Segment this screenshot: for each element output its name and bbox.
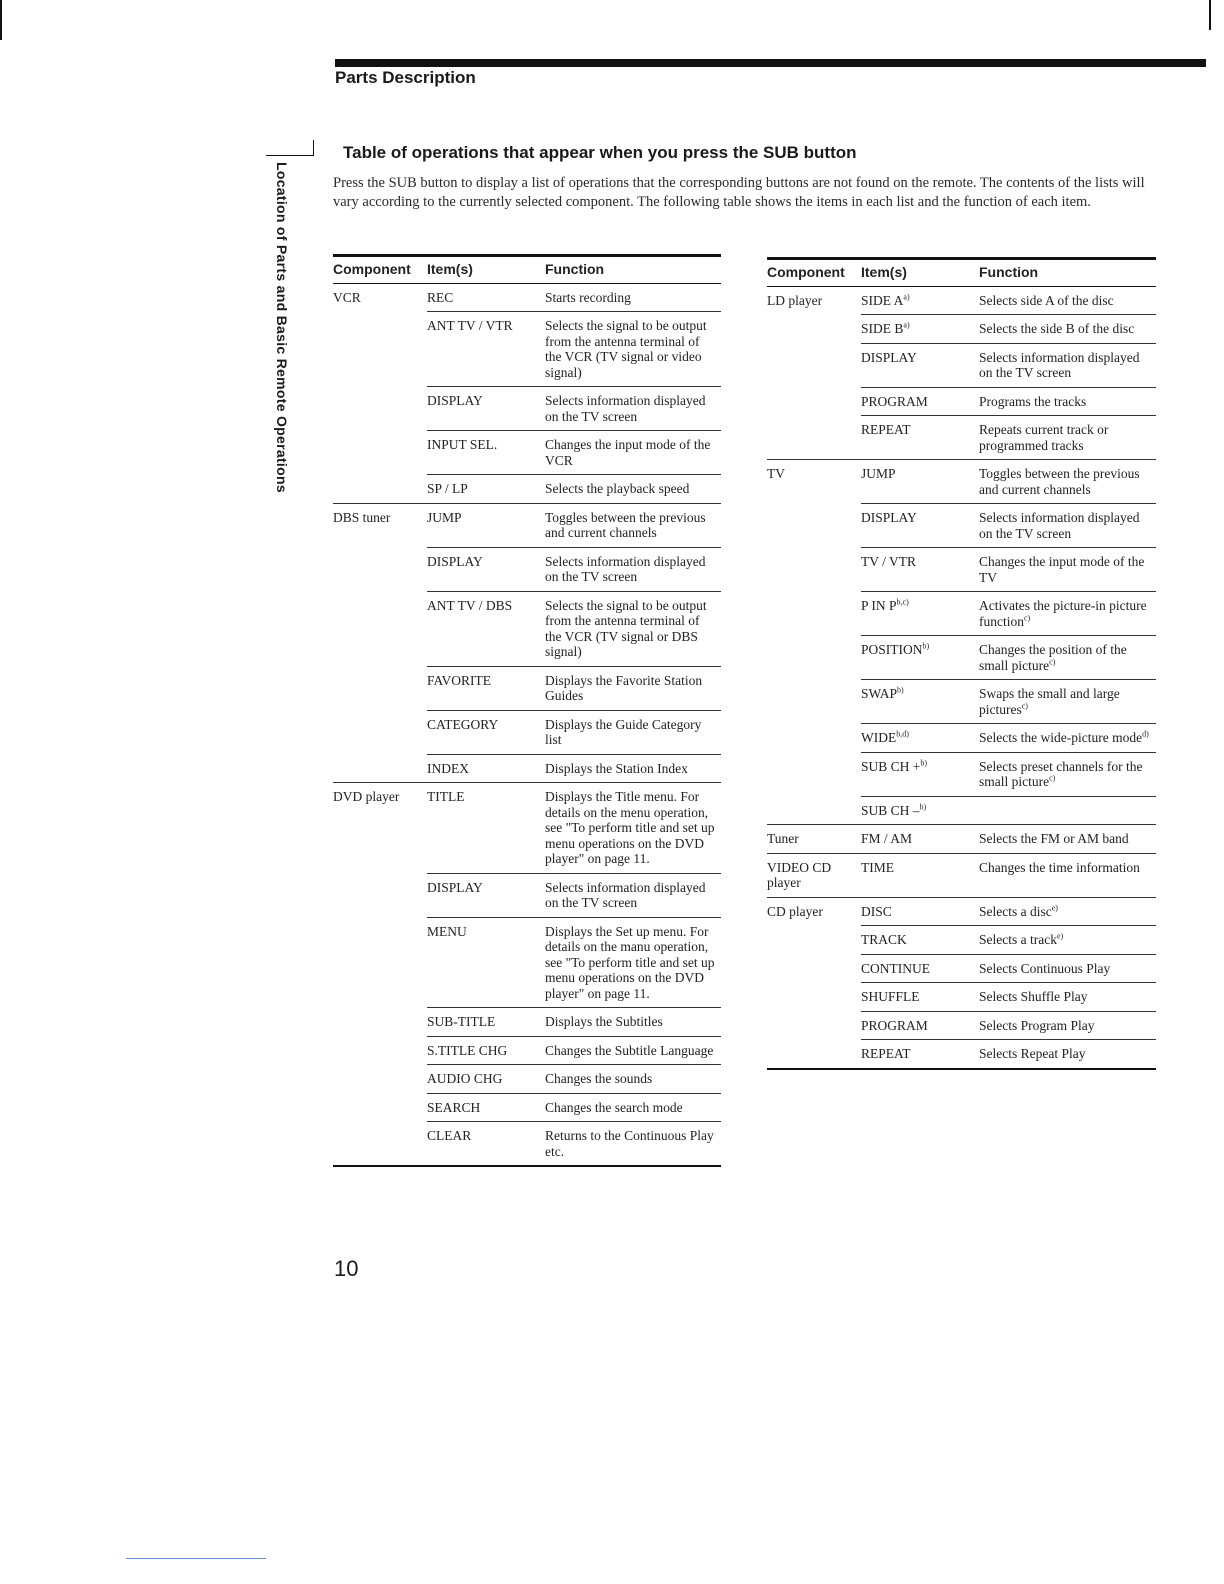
table-row <box>333 754 721 783</box>
item-cell <box>861 983 979 1012</box>
function-cell: Changes the input mode of the VCR <box>545 431 721 475</box>
function-text: Selects information displayed on the TV screen <box>979 510 1140 541</box>
item-cell <box>861 954 979 983</box>
function-cell <box>979 853 1156 897</box>
footnote-marker: b) <box>919 802 927 811</box>
function-cell: Returns to the Continuous Play etc. <box>545 1122 721 1167</box>
footnote-marker: c) <box>1021 701 1028 710</box>
table-row <box>767 315 1156 344</box>
table-row <box>767 1011 1156 1040</box>
component-cell <box>333 591 427 666</box>
component-cell <box>767 504 861 548</box>
table-row <box>767 853 1156 897</box>
item-cell <box>861 460 979 504</box>
item-label: DISPLAY <box>861 510 917 525</box>
function-text: Selects Shuffle Play <box>979 989 1088 1004</box>
table-row <box>333 1036 721 1065</box>
component-cell: VCR <box>333 289 361 305</box>
function-cell <box>979 796 1156 825</box>
side-tab-rule <box>313 140 314 156</box>
function-cell <box>979 680 1156 724</box>
item-cell: DISPLAY <box>427 547 545 591</box>
table-row <box>333 1093 721 1122</box>
table-row <box>767 1040 1156 1069</box>
function-cell: Selects information displayed on the TV screen <box>545 387 721 431</box>
item-label: POSITION <box>861 642 923 657</box>
item-cell: ANT TV / VTR <box>427 312 545 387</box>
table-row <box>767 343 1156 387</box>
component-cell <box>767 343 861 387</box>
item-label: REPEAT <box>861 1046 911 1061</box>
component-cell <box>333 710 427 754</box>
function-cell <box>979 387 1156 416</box>
item-label: SHUFFLE <box>861 989 920 1004</box>
table-row <box>767 504 1156 548</box>
footnote-marker: d) <box>1142 729 1149 739</box>
table-row <box>767 636 1156 680</box>
table-row <box>767 416 1156 460</box>
component-cell <box>767 796 861 825</box>
footnote-marker: b) <box>897 685 904 695</box>
item-cell: SP / LP <box>427 475 545 504</box>
function-text: Selects side A of the disc <box>979 292 1114 308</box>
column-header-items: Item(s) <box>427 256 545 284</box>
component-cell: TV <box>767 466 785 481</box>
item-cell <box>861 897 979 926</box>
table-row <box>767 983 1156 1012</box>
function-cell <box>979 954 1156 983</box>
item-cell: FAVORITE <box>427 666 545 710</box>
component-cell <box>767 592 861 636</box>
table-row <box>767 724 1156 753</box>
component-cell: DBS tuner <box>333 509 391 525</box>
item-label: PROGRAM <box>861 1017 928 1033</box>
function-cell <box>979 636 1156 680</box>
component-cell <box>333 917 427 1008</box>
table-row <box>767 286 1156 315</box>
footnote-marker: b,c) <box>896 597 909 607</box>
table-row <box>333 503 721 547</box>
item-label: SUB CH – <box>861 802 920 818</box>
component-cell: LD player <box>767 292 823 308</box>
function-text: Selects preset channels for the small picture <box>979 758 1143 789</box>
function-text: Repeats current track or programmed tracks <box>979 422 1109 453</box>
function-text: Toggles between the previous and current channels <box>979 466 1140 497</box>
crop-mark <box>0 0 2 40</box>
component-cell <box>767 416 861 460</box>
section-title: Parts Description <box>335 68 476 87</box>
item-cell <box>861 853 979 897</box>
table-row <box>333 283 721 312</box>
column-header-function: Function <box>545 256 721 284</box>
item-cell: MENU <box>427 917 545 1008</box>
table-row <box>333 591 721 666</box>
component-cell <box>767 724 861 753</box>
side-tab-rule <box>266 155 314 156</box>
item-label: JUMP <box>861 466 896 481</box>
table-heading: Table of operations that appear when you press the SUB button <box>343 143 857 162</box>
item-label: PROGRAM <box>861 393 928 409</box>
component-cell <box>767 983 861 1012</box>
item-cell <box>861 825 979 854</box>
item-cell: SUB-TITLE <box>427 1008 545 1037</box>
footnote-marker: c) <box>1049 657 1056 666</box>
item-cell <box>861 636 979 680</box>
function-cell: Selects information displayed on the TV screen <box>545 873 721 917</box>
function-cell: Displays the Title menu. For details on the menu operation, see "To perform title and set up menu operations on the DVD player" on page 11. <box>545 783 721 874</box>
function-text: Activates the picture-in picture function <box>979 598 1147 629</box>
function-text: Selects the FM or AM band <box>979 831 1129 846</box>
function-cell <box>979 460 1156 504</box>
footnote-marker: b,d) <box>896 729 909 739</box>
table-row <box>767 387 1156 416</box>
table-row <box>333 710 721 754</box>
component-cell <box>333 1008 427 1037</box>
function-cell: Changes the Subtitle Language <box>545 1036 721 1065</box>
table-header-row <box>767 259 1156 287</box>
crop-mark <box>1209 0 1211 30</box>
component-cell <box>767 680 861 724</box>
component-cell <box>767 1040 861 1069</box>
table-row <box>767 548 1156 592</box>
component-cell <box>767 548 861 592</box>
footnote-marker: c) <box>1049 773 1056 783</box>
function-cell <box>979 825 1156 854</box>
function-cell: Displays the Guide Category list <box>545 710 721 754</box>
table-row <box>767 897 1156 926</box>
item-cell <box>861 387 979 416</box>
component-cell: Tuner <box>767 825 861 854</box>
function-cell <box>979 416 1156 460</box>
function-text: Programs the tracks <box>979 393 1087 409</box>
function-cell: Displays the Set up menu. For details on the manu operation, see "To perform title and set up menu operations on the DVD player" on page 11. <box>545 917 721 1008</box>
item-cell <box>861 680 979 724</box>
item-cell <box>861 1011 979 1040</box>
item-label: FM / AM <box>861 831 913 846</box>
table-row <box>333 431 721 475</box>
item-label: SIDE A <box>861 292 904 308</box>
table-row <box>333 1065 721 1094</box>
function-cell <box>979 897 1156 926</box>
component-cell <box>333 873 427 917</box>
table-row <box>767 460 1156 504</box>
component-cell <box>333 1036 427 1065</box>
function-cell <box>979 1011 1156 1040</box>
component-cell <box>767 752 861 796</box>
function-cell <box>979 1040 1156 1069</box>
footnote-marker: e) <box>1056 931 1064 941</box>
table-row <box>333 783 721 874</box>
item-label: REPEAT <box>861 422 911 437</box>
item-cell <box>861 796 979 825</box>
function-cell <box>979 724 1156 753</box>
item-label: TRACK <box>861 932 907 947</box>
column-header-component: Component <box>333 256 427 284</box>
function-text: Changes the position of the small picture <box>979 642 1127 673</box>
component-cell <box>333 666 427 710</box>
table-row <box>767 592 1156 636</box>
function-text: Selects Repeat Play <box>979 1046 1086 1061</box>
item-cell: AUDIO CHG <box>427 1065 545 1094</box>
item-cell: TITLE <box>427 783 545 874</box>
footnote-marker: b) <box>920 758 928 767</box>
item-label: DISC <box>861 903 892 919</box>
component-cell: DVD player <box>333 789 400 804</box>
item-label: WIDE <box>861 730 897 745</box>
function-text: Selects a track <box>979 932 1057 947</box>
side-tab-label: Location of Parts and Basic Remote Operations <box>274 162 290 493</box>
footnote-marker: e) <box>1051 903 1058 912</box>
table-row <box>333 387 721 431</box>
function-cell: Changes the sounds <box>545 1065 721 1094</box>
item-cell <box>861 504 979 548</box>
component-cell <box>333 431 427 475</box>
function-cell: Selects the playback speed <box>545 475 721 504</box>
item-cell: DISPLAY <box>427 387 545 431</box>
component-cell <box>767 926 861 955</box>
function-cell <box>979 926 1156 955</box>
function-cell: Displays the Subtitles <box>545 1008 721 1037</box>
table-header-row <box>333 256 721 284</box>
component-cell <box>333 754 427 783</box>
item-label: SUB CH + <box>861 758 921 774</box>
footer-rule <box>126 1558 266 1559</box>
header-rule <box>335 59 1206 67</box>
item-label: SIDE B <box>861 321 904 336</box>
component-cell <box>333 1093 427 1122</box>
component-cell: VIDEO CD player <box>767 853 861 897</box>
table-row <box>333 873 721 917</box>
item-cell <box>861 724 979 753</box>
item-cell <box>861 548 979 592</box>
intro-paragraph: Press the SUB button to display a list of operations that the corresponding buttons are not found on the remote. The contents of the lists will vary according to the currently selected component. The following table shows the items in each list and the function of each item. <box>333 175 1145 210</box>
function-cell <box>979 983 1156 1012</box>
item-cell <box>861 752 979 796</box>
item-cell <box>861 1040 979 1069</box>
item-cell <box>861 926 979 955</box>
component-cell <box>333 547 427 591</box>
component-cell: CD player <box>767 903 823 919</box>
item-cell: JUMP <box>427 503 545 547</box>
function-cell: Changes the search mode <box>545 1093 721 1122</box>
table-row <box>333 547 721 591</box>
footnote-marker: a) <box>903 320 910 330</box>
item-cell: INDEX <box>427 754 545 783</box>
function-cell <box>979 315 1156 344</box>
table-row <box>333 312 721 387</box>
component-cell <box>333 1122 427 1167</box>
table-row <box>767 926 1156 955</box>
item-cell: S.TITLE CHG <box>427 1036 545 1065</box>
function-text: Selects Program Play <box>979 1017 1095 1033</box>
footnote-marker: b) <box>922 641 930 651</box>
footnote-marker: a) <box>903 292 910 301</box>
item-label: P IN P <box>861 598 897 613</box>
item-cell: INPUT SEL. <box>427 431 545 475</box>
function-cell: Selects the signal to be output from the antenna terminal of the VCR (TV signal or DBS signal) <box>545 591 721 666</box>
operations-table-left <box>333 254 721 1167</box>
column-header-component: Component <box>767 259 861 287</box>
item-cell: SEARCH <box>427 1093 545 1122</box>
item-cell: ANT TV / DBS <box>427 591 545 666</box>
item-cell <box>861 286 979 315</box>
function-cell <box>979 343 1156 387</box>
function-cell <box>979 504 1156 548</box>
component-cell <box>767 315 861 344</box>
function-cell <box>979 548 1156 592</box>
footnote-marker: c) <box>1024 613 1031 622</box>
item-label: SWAP <box>861 686 898 701</box>
function-cell: Selects information displayed on the TV screen <box>545 547 721 591</box>
function-text: Selects information displayed on the TV screen <box>979 349 1140 380</box>
function-cell: Starts recording <box>545 283 721 312</box>
item-cell: DISPLAY <box>427 873 545 917</box>
table-row <box>767 680 1156 724</box>
function-text: Changes the input mode of the TV <box>979 554 1145 585</box>
component-cell <box>333 387 427 431</box>
function-text: Selects the side B of the disc <box>979 321 1135 336</box>
function-text: Selects Continuous Play <box>979 960 1111 976</box>
function-text: Selects a disc <box>979 903 1052 919</box>
item-cell: CATEGORY <box>427 710 545 754</box>
table-row <box>333 917 721 1008</box>
function-text: Changes the time information <box>979 859 1140 875</box>
column-header-function: Function <box>979 259 1156 287</box>
function-cell <box>979 592 1156 636</box>
function-text: Selects the wide-picture mode <box>979 730 1143 745</box>
table-row <box>333 1008 721 1037</box>
function-cell: Displays the Station Index <box>545 754 721 783</box>
component-cell <box>767 954 861 983</box>
item-cell: REC <box>427 283 545 312</box>
item-cell <box>861 343 979 387</box>
component-cell <box>767 387 861 416</box>
function-cell: Toggles between the previous and current channels <box>545 503 721 547</box>
table-row <box>333 666 721 710</box>
function-cell: Displays the Favorite Station Guides <box>545 666 721 710</box>
component-cell <box>767 636 861 680</box>
table-row <box>767 954 1156 983</box>
item-label: DISPLAY <box>861 349 917 365</box>
function-cell: Selects the signal to be output from the antenna terminal of the VCR (TV signal or video signal) <box>545 312 721 387</box>
table-row <box>767 796 1156 825</box>
item-cell <box>861 416 979 460</box>
table-row <box>333 1122 721 1167</box>
item-label: CONTINUE <box>861 960 930 976</box>
function-cell <box>979 286 1156 315</box>
table-row <box>767 752 1156 796</box>
component-cell <box>333 312 427 387</box>
component-cell <box>333 475 427 504</box>
item-cell <box>861 592 979 636</box>
item-label: TV / VTR <box>861 554 917 569</box>
component-cell <box>333 1065 427 1094</box>
function-cell <box>979 752 1156 796</box>
item-label: TIME <box>861 859 894 875</box>
table-row <box>333 475 721 504</box>
column-header-items: Item(s) <box>861 259 979 287</box>
operations-table-right <box>767 257 1156 1070</box>
component-cell <box>767 1011 861 1040</box>
function-text: Swaps the small and large pictures <box>979 686 1120 717</box>
item-cell: CLEAR <box>427 1122 545 1167</box>
item-cell <box>861 315 979 344</box>
page-number: 10 <box>334 1256 359 1281</box>
table-row <box>767 825 1156 854</box>
